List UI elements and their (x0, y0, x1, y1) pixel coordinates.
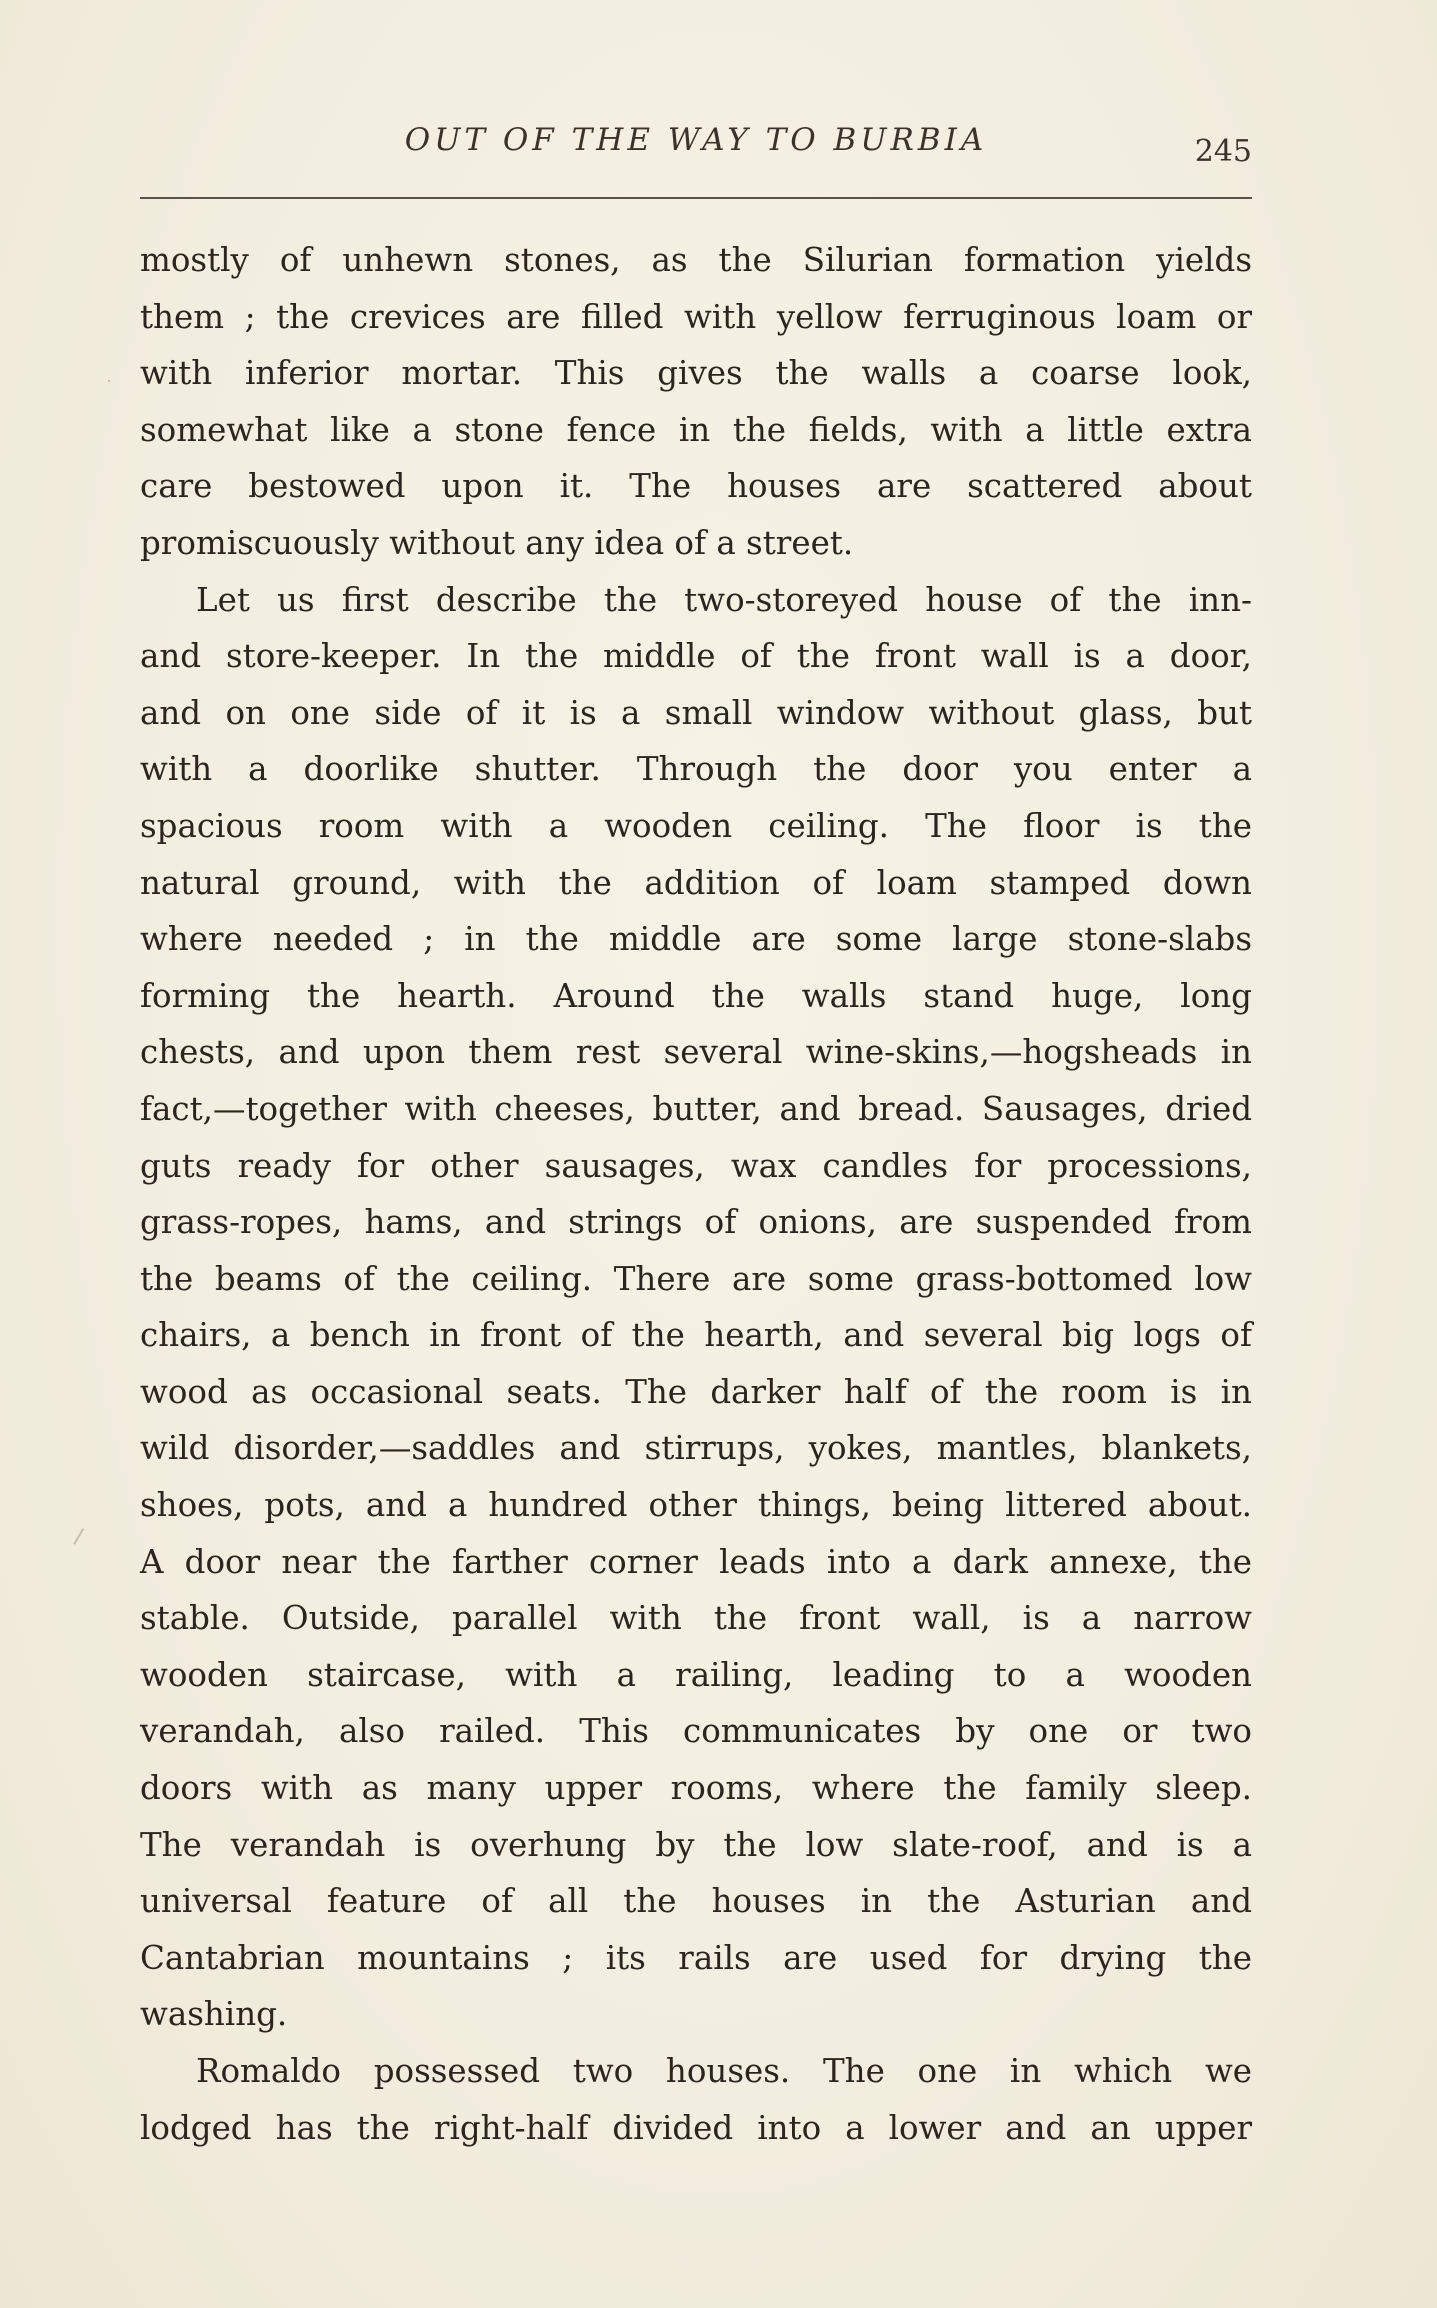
text-line: promiscuously without any idea of a street. (140, 523, 854, 562)
text-line: Let us first describe the two-storeyed house of the inn- (196, 580, 1252, 619)
margin-speck (108, 380, 110, 382)
text-line: doors with as many upper rooms, where the family sleep. (140, 1769, 1252, 1808)
running-title: OUT OF THE WAY TO BURBIA (404, 122, 988, 158)
text-line: wild disorder,—saddles and stirrups, yokes, mantles, blankets, (140, 1429, 1252, 1468)
header-rule (140, 197, 1252, 199)
body-text (140, 232, 1252, 2156)
text-line: fact,—together with cheeses, butter, and bread. Sausages, dried (140, 1089, 1252, 1128)
text-line: Romaldo possessed two houses. The one in which we (196, 2052, 1252, 2090)
text-line: with a doorlike shutter. Through the door you enter a (140, 750, 1252, 789)
text-line: where needed ; in the middle are some large stone-slabs (140, 920, 1252, 959)
text-line: The verandah is overhung by the low slate-roof, and is a (140, 1825, 1252, 1864)
text-line: them ; the crevices are filled with yellow ferruginous loam or (140, 297, 1252, 336)
text-line: guts ready for other sausages, wax candles for processions, (140, 1146, 1252, 1185)
text-line: somewhat like a stone fence in the fields, with a little extra (140, 410, 1252, 449)
text-line: the beams of the ceiling. There are some grass-bottomed low (140, 1259, 1252, 1298)
margin-pencil-mark (73, 1528, 92, 1550)
page-number: 245 (1194, 134, 1252, 169)
text-line: grass-ropes, hams, and strings of onions, are suspended from (140, 1203, 1252, 1242)
text-line: Cantabrian mountains ; its rails are used for drying the (140, 1938, 1252, 1977)
text-line: spacious room with a wooden ceiling. The floor is the (140, 806, 1252, 845)
text-line: chairs, a bench in front of the hearth, and several big logs of (140, 1316, 1252, 1355)
text-line: wooden staircase, with a railing, leading to a wooden (140, 1655, 1252, 1694)
page-header (140, 122, 1252, 172)
text-line: natural ground, with the addition of loam stamped down (140, 863, 1252, 902)
text-line: with inferior mortar. This gives the walls a coarse look, (140, 354, 1252, 393)
text-line: chests, and upon them rest several wine-skins,—hogsheads in (140, 1033, 1252, 1072)
text-line: forming the hearth. Around the walls stand huge, long (140, 976, 1252, 1015)
text-line: lodged has the right-half divided into a lower and an upper (140, 2108, 1252, 2147)
text-line: and store-keeper. In the middle of the front wall is a door, (140, 637, 1252, 676)
text-line: mostly of unhewn stones, as the Silurian formation yields (140, 241, 1252, 279)
text-line: universal feature of all the houses in the Asturian and (140, 1882, 1252, 1921)
text-line: and on one side of it is a small window without glass, but (140, 693, 1252, 732)
text-line: shoes, pots, and a hundred other things, being littered about. (140, 1486, 1252, 1525)
text-line: washing. (140, 1995, 288, 2034)
text-line: verandah, also railed. This communicates by one or two (140, 1712, 1252, 1751)
text-line: stable. Outside, parallel with the front wall, is a narrow (140, 1599, 1252, 1638)
text-line: A door near the farther corner leads into a dark annexe, the (140, 1542, 1252, 1581)
text-line: care bestowed upon it. The houses are scattered about (140, 467, 1252, 506)
text-line: wood as occasional seats. The darker half of the room is in (140, 1372, 1252, 1411)
